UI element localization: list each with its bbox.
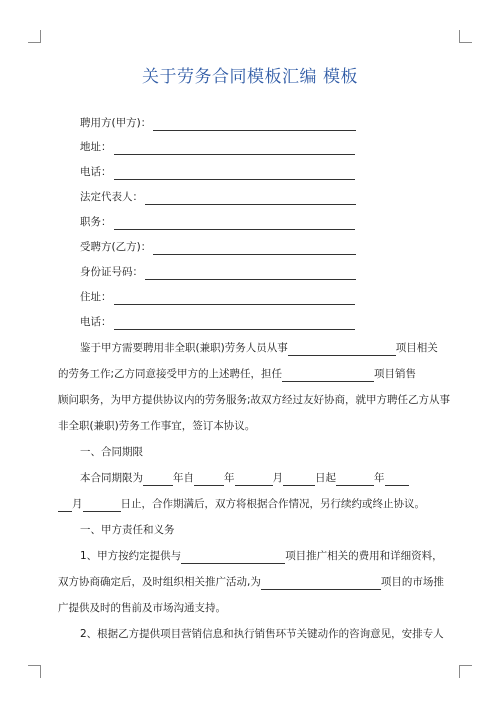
- document-title: 关于劳务合同模板汇编 模板: [142, 67, 358, 87]
- intro-text-1a: 鉴于甲方需要聘用非全职(兼职)劳务人员从事: [80, 342, 288, 354]
- term-text-e: 日起: [315, 472, 336, 484]
- phone2-blank[interactable]: [114, 317, 355, 330]
- section-heading-term: 一、合同期限: [80, 446, 143, 458]
- intro-text-1b: 项目相关: [395, 342, 438, 354]
- term-line-1: [80, 470, 409, 486]
- legal-rep-label: 法定代表人：: [80, 191, 143, 203]
- intro-line-4: 非全职(兼职)劳务工作事宜，签订本协议。: [58, 420, 256, 432]
- position-blank[interactable]: [114, 217, 355, 230]
- intro-line-3: 顾问职务，为甲方提供协议内的劳务服务;故双方经过友好协商，就甲方聘任乙方从事: [58, 394, 451, 406]
- intro-text-2a: 的劳务工作;乙方同意接受甲方的上述聘任，担任: [58, 368, 283, 380]
- employee-label: 受聘方(乙方)：: [80, 241, 152, 253]
- id-no-blank[interactable]: [145, 267, 356, 280]
- project-blank-3[interactable]: [181, 551, 285, 564]
- duties-text-1a: 1、甲方按约定提供与: [80, 550, 182, 562]
- address-blank[interactable]: [114, 142, 355, 155]
- crop-mark-bottom-right: [459, 665, 472, 678]
- duties-line-3: 广提供及时的售前及市场沟通支持。: [58, 602, 226, 614]
- employer-field: [80, 115, 356, 131]
- end-year-blank[interactable]: [336, 473, 374, 486]
- employer-label: 聘用方(甲方)：: [80, 117, 152, 129]
- start-day-blank[interactable]: [283, 473, 315, 486]
- phone-field: [80, 164, 355, 180]
- project-blank-4[interactable]: [261, 577, 381, 590]
- address-field: [80, 139, 355, 155]
- phone-blank[interactable]: [114, 167, 355, 180]
- crop-mark-top-right: [459, 30, 472, 43]
- section-heading-duties: 一、甲方责任和义务: [80, 524, 175, 536]
- intro-line-2: [58, 366, 416, 382]
- start-month-blank[interactable]: [235, 473, 273, 486]
- term-text-d: 月: [272, 472, 283, 484]
- id-no-field: [80, 264, 356, 280]
- address-label: 地址：: [80, 141, 112, 153]
- residence-field: [80, 289, 355, 305]
- employer-blank[interactable]: [153, 118, 356, 131]
- residence-label: 住址：: [80, 291, 112, 303]
- duties-text-2b: 项目的市场推: [380, 576, 444, 588]
- term-text-b: 年自: [173, 472, 194, 484]
- duties-text-2a: 双方协商确定后，及时组织相关推广活动,为: [58, 576, 261, 588]
- term-line-2: [58, 496, 425, 512]
- term-text-f: 年: [374, 472, 385, 484]
- duties-line-2: [58, 574, 444, 590]
- crop-mark-top-left: [28, 30, 41, 43]
- duties-text-1b: 项目推广相关的费用和详细资料，: [285, 550, 443, 562]
- crop-mark-bottom-left: [28, 665, 41, 678]
- end-month-blank[interactable]: [58, 499, 72, 512]
- term-text-a: 本合同期限为: [80, 472, 143, 484]
- employee-blank[interactable]: [153, 242, 356, 255]
- intro-text-2b: 项目销售: [374, 368, 417, 380]
- end-year-blank-tail[interactable]: [385, 473, 409, 486]
- term-text-g: 月: [72, 498, 83, 510]
- phone2-label: 电话：: [80, 316, 112, 328]
- legal-rep-field: [80, 189, 356, 205]
- project-blank-2[interactable]: [282, 369, 374, 382]
- position-label: 职务：: [80, 216, 112, 228]
- legal-rep-blank[interactable]: [145, 192, 356, 205]
- duties-line-1: [80, 548, 443, 564]
- project-blank-1[interactable]: [288, 343, 396, 356]
- phone2-field: [80, 314, 355, 330]
- position-field: [80, 214, 355, 230]
- term-years-blank[interactable]: [143, 473, 173, 486]
- id-no-label: 身份证号码：: [80, 266, 143, 278]
- phone-label: 电话：: [80, 166, 112, 178]
- employee-field: [80, 239, 356, 255]
- term-text-h: 日止，合作期满后，双方将根据合作情况，另行续约或终止协议。: [120, 498, 425, 510]
- term-text-c: 年: [224, 472, 235, 484]
- duties-line-4: 2、根据乙方提供项目营销信息和执行销售环节关键动作的咨询意见，安排专人: [80, 628, 444, 640]
- end-day-blank[interactable]: [83, 499, 121, 512]
- start-year-blank[interactable]: [194, 473, 224, 486]
- residence-blank[interactable]: [114, 292, 355, 305]
- intro-line-1: [80, 340, 438, 356]
